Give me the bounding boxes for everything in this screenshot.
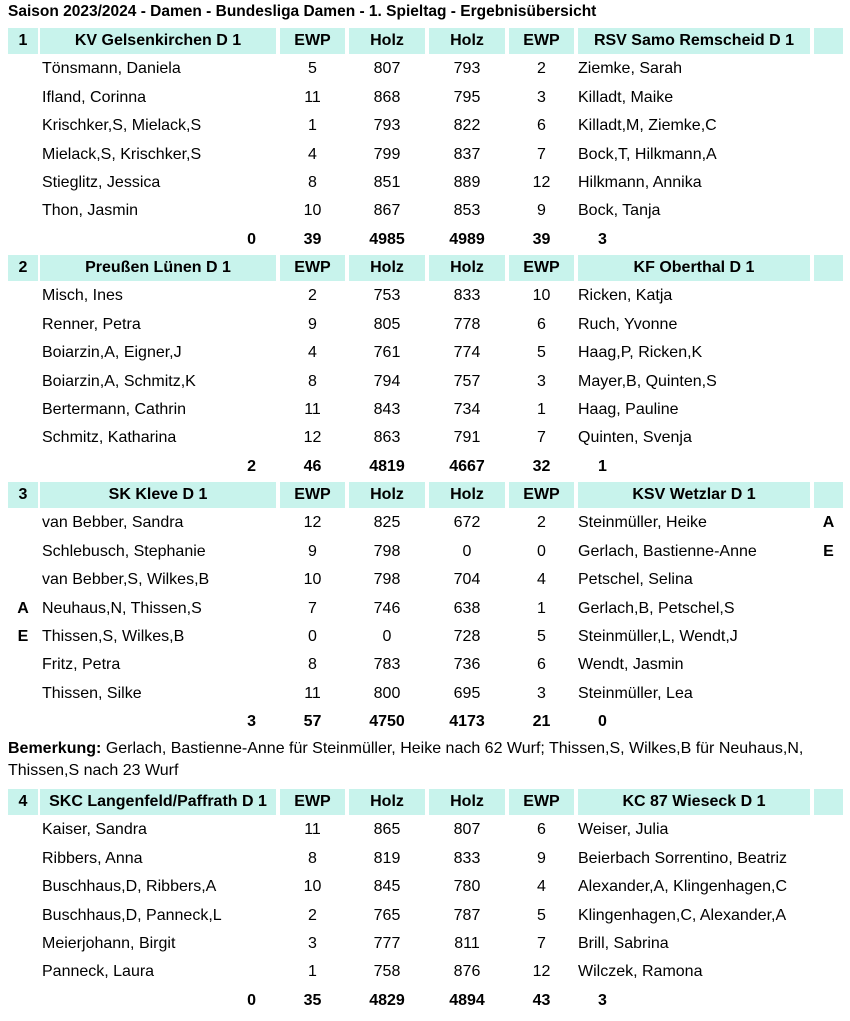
table-row — [0, 958, 850, 986]
away-player: Bock,T, Hilkmann,A — [578, 145, 717, 163]
substitution-mark-right — [814, 56, 843, 82]
total-ewp-away: 39 — [532, 230, 551, 248]
away-player: Klingenhagen,C, Alexander,A — [578, 906, 787, 924]
away-player: Bock, Tanja — [578, 202, 661, 220]
total-ewp-away: 21 — [532, 713, 551, 731]
total-holz-home: 4829 — [369, 991, 405, 1009]
ewp-away: 2 — [537, 60, 546, 78]
home-player: Tönsmann, Daniela — [42, 60, 181, 78]
holz-away: 791 — [453, 429, 481, 447]
match-points-away: 0 — [598, 713, 607, 731]
home-player: Boiarzin,A, Eigner,J — [42, 344, 182, 362]
substitution-mark-left — [8, 198, 38, 224]
holz-home: 761 — [373, 344, 401, 362]
total-holz-away: 4989 — [449, 230, 485, 248]
holz-home: 843 — [373, 400, 401, 418]
table-row — [0, 169, 850, 197]
holz-away-header: Holz — [429, 255, 505, 281]
ewp-away: 10 — [532, 287, 551, 305]
match-header — [0, 481, 850, 509]
substitution-mark-right — [814, 817, 843, 843]
home-team-name: KV Gelsenkirchen D 1 — [40, 28, 276, 54]
holz-home: 783 — [373, 656, 401, 674]
home-player: Thon, Jasmin — [42, 202, 139, 220]
match-points-away: 3 — [598, 991, 607, 1009]
away-player: Quinten, Svenja — [578, 429, 692, 447]
substitution-mark-right — [814, 567, 843, 593]
home-player: van Bebber,S, Wilkes,B — [42, 571, 210, 589]
table-row — [0, 197, 850, 225]
match-header — [0, 27, 850, 55]
match-number: 4 — [8, 789, 38, 815]
ewp-home: 3 — [308, 934, 317, 952]
holz-away: 672 — [453, 514, 481, 532]
substitution-mark-right — [814, 959, 843, 985]
home-player: Ifland, Corinna — [42, 88, 147, 106]
total-row — [0, 987, 850, 1015]
ewp-home: 11 — [304, 821, 321, 839]
away-player: Ricken, Katja — [578, 287, 673, 305]
ewp-away: 9 — [537, 849, 546, 867]
holz-away: 876 — [453, 963, 481, 981]
substitution-mark-left — [8, 817, 38, 843]
ewp-home: 8 — [308, 656, 317, 674]
ewp-away: 6 — [537, 656, 546, 674]
away-player: Killadt, Maike — [578, 88, 674, 106]
substitution-mark-left — [8, 312, 38, 338]
table-row — [0, 84, 850, 112]
away-player: Haag, Pauline — [578, 400, 679, 418]
home-player: Schlebusch, Stephanie — [42, 542, 206, 560]
substitution-mark-left — [8, 369, 38, 395]
ewp-away: 7 — [537, 145, 546, 163]
ewp-away: 3 — [537, 88, 546, 106]
holz-away: 638 — [453, 599, 481, 617]
ewp-away: 7 — [537, 429, 546, 447]
holz-home: 805 — [373, 315, 401, 333]
holz-away: 695 — [453, 684, 481, 702]
away-team-name: KSV Wetzlar D 1 — [578, 482, 810, 508]
table-row — [0, 566, 850, 594]
substitution-mark-right: A — [822, 514, 835, 532]
ewp-home: 11 — [304, 88, 321, 106]
holz-away: 837 — [453, 145, 481, 163]
home-player: Kaiser, Sandra — [42, 821, 147, 839]
total-holz-home: 4985 — [369, 230, 405, 248]
substitution-mark-right — [814, 681, 843, 707]
ewp-home: 2 — [308, 287, 317, 305]
total-ewp-home: 39 — [303, 230, 322, 248]
substitution-mark-left — [8, 113, 38, 139]
holz-home: 807 — [373, 60, 401, 78]
substitution-mark-left — [8, 931, 38, 957]
home-player: Panneck, Laura — [42, 963, 155, 981]
away-player: Beierbach Sorrentino, Beatriz — [578, 849, 787, 867]
holz-away: 811 — [454, 934, 480, 952]
substitution-mark-left — [8, 170, 38, 196]
header-end-cell — [814, 28, 843, 54]
substitution-mark-right — [814, 397, 843, 423]
substitution-mark-left — [8, 681, 38, 707]
ewp-home: 0 — [308, 627, 317, 645]
total-holz-away: 4173 — [449, 713, 485, 731]
table-row — [0, 141, 850, 169]
substitution-mark-left — [8, 959, 38, 985]
ewp-away-header: EWP — [509, 789, 574, 815]
ewp-away: 5 — [537, 344, 546, 362]
total-holz-away: 4894 — [449, 991, 485, 1009]
ewp-away: 6 — [537, 117, 546, 135]
substitution-mark-right — [814, 903, 843, 929]
substitution-mark-left — [8, 874, 38, 900]
holz-away: 757 — [453, 372, 481, 390]
holz-away: 822 — [453, 117, 481, 135]
substitution-mark-right — [814, 312, 843, 338]
holz-home: 798 — [373, 571, 401, 589]
ewp-away: 4 — [537, 571, 546, 589]
substitution-mark-right — [814, 425, 843, 451]
home-team-name: SK Kleve D 1 — [40, 482, 276, 508]
total-ewp-home: 57 — [303, 713, 322, 731]
home-player: Fritz, Petra — [42, 656, 121, 674]
ewp-home: 7 — [308, 599, 317, 617]
table-row — [0, 595, 850, 623]
holz-home: 863 — [373, 429, 401, 447]
table-row — [0, 509, 850, 537]
home-player: Thissen,S, Wilkes,B — [42, 627, 185, 645]
ewp-away: 1 — [537, 599, 546, 617]
substitution-mark-right — [814, 369, 843, 395]
match-points-away: 1 — [598, 457, 607, 475]
holz-home-header: Holz — [349, 789, 425, 815]
substitution-mark-right — [814, 170, 843, 196]
ewp-away: 7 — [537, 934, 546, 952]
home-team-name: Preußen Lünen D 1 — [40, 255, 276, 281]
ewp-home: 10 — [303, 878, 322, 896]
ewp-home: 8 — [308, 849, 317, 867]
page-title: Saison 2023/2024 - Damen - Bundesliga Damen - 1. Spieltag - Ergebnisübersicht — [8, 3, 597, 20]
home-player: Bertermann, Cathrin — [42, 400, 187, 418]
table-row — [0, 339, 850, 367]
ewp-home: 2 — [308, 906, 317, 924]
ewp-away: 3 — [537, 684, 546, 702]
holz-away: 853 — [453, 202, 481, 220]
substitution-mark-left — [8, 85, 38, 111]
holz-home-header: Holz — [349, 28, 425, 54]
substitution-mark-right — [814, 113, 843, 139]
table-row — [0, 424, 850, 452]
match-points-home: 3 — [247, 713, 256, 731]
match-block — [0, 481, 850, 737]
home-player: Renner, Petra — [42, 315, 141, 333]
ewp-home: 12 — [303, 429, 322, 447]
home-player: Thissen, Silke — [42, 684, 142, 702]
table-row — [0, 816, 850, 844]
ewp-home: 9 — [308, 315, 317, 333]
holz-away: 889 — [453, 173, 481, 191]
substitution-mark-right — [814, 340, 843, 366]
substitution-mark-right — [814, 931, 843, 957]
ewp-away: 6 — [537, 315, 546, 333]
away-player: Killadt,M, Ziemke,C — [578, 117, 717, 135]
ewp-home: 4 — [308, 344, 317, 362]
substitution-mark-left — [8, 397, 38, 423]
holz-away: 774 — [453, 344, 481, 362]
substitution-mark-left — [8, 539, 38, 565]
away-player: Ruch, Yvonne — [578, 315, 678, 333]
total-holz-away: 4667 — [449, 457, 485, 475]
match-number: 3 — [8, 482, 38, 508]
home-player: Misch, Ines — [42, 287, 123, 305]
ewp-away: 6 — [537, 821, 546, 839]
holz-home: 798 — [373, 542, 401, 560]
holz-home: 868 — [373, 88, 401, 106]
match-number: 2 — [8, 255, 38, 281]
holz-away: 793 — [453, 60, 481, 78]
substitution-mark-left: A — [17, 599, 29, 617]
ewp-home-header: EWP — [280, 482, 345, 508]
ewp-home: 4 — [308, 145, 317, 163]
holz-home-header: Holz — [349, 255, 425, 281]
table-row — [0, 845, 850, 873]
match-block — [0, 254, 850, 481]
table-row — [0, 368, 850, 396]
holz-home: 845 — [373, 878, 401, 896]
match-number: 1 — [8, 28, 38, 54]
ewp-home: 1 — [308, 963, 317, 981]
table-row — [0, 651, 850, 679]
ewp-home-header: EWP — [280, 789, 345, 815]
remark — [8, 738, 838, 782]
ewp-away-header: EWP — [509, 482, 574, 508]
table-row — [0, 55, 850, 83]
substitution-mark-left — [8, 56, 38, 82]
substitution-mark-right — [814, 142, 843, 168]
away-player: Steinmüller, Heike — [578, 514, 707, 532]
table-row — [0, 930, 850, 958]
home-player: Stieglitz, Jessica — [42, 173, 161, 191]
header-end-cell — [814, 482, 843, 508]
away-player: Wendt, Jasmin — [578, 656, 684, 674]
remark-text: Gerlach, Bastienne-Anne für Steinmüller, Heike nach 62 Wurf; Thissen,S, Wilkes,B für Neuhaus,N, Thissen,S nach 23 Wurf — [8, 740, 804, 779]
away-player: Gerlach, Bastienne-Anne — [578, 542, 757, 560]
match-header — [0, 788, 850, 816]
away-player: Hilkmann, Annika — [578, 173, 702, 191]
header-end-cell — [814, 789, 843, 815]
holz-home: 758 — [373, 963, 401, 981]
holz-home: 800 — [373, 684, 401, 702]
away-player: Ziemke, Sarah — [578, 60, 683, 78]
holz-away-header: Holz — [429, 28, 505, 54]
away-team-name: RSV Samo Remscheid D 1 — [578, 28, 810, 54]
home-player: Mielack,S, Krischker,S — [42, 145, 202, 163]
match-points-home: 2 — [247, 457, 256, 475]
total-holz-home: 4750 — [369, 713, 405, 731]
holz-away: 704 — [453, 571, 481, 589]
match-points-home: 0 — [247, 230, 256, 248]
holz-home: 867 — [373, 202, 401, 220]
holz-home: 777 — [373, 934, 401, 952]
remark-label: Bemerkung: — [8, 740, 102, 757]
holz-home: 0 — [382, 627, 392, 645]
away-player: Mayer,B, Quinten,S — [578, 372, 717, 390]
table-row — [0, 282, 850, 310]
holz-away: 728 — [453, 627, 481, 645]
away-player: Haag,P, Ricken,K — [578, 344, 703, 362]
home-player: Meierjohann, Birgit — [42, 934, 176, 952]
holz-home: 865 — [373, 821, 401, 839]
away-player: Steinmüller, Lea — [578, 684, 693, 702]
home-player: Neuhaus,N, Thissen,S — [42, 599, 202, 617]
table-row — [0, 902, 850, 930]
substitution-mark-right: E — [823, 542, 834, 560]
ewp-away: 1 — [537, 400, 546, 418]
substitution-mark-left — [8, 425, 38, 451]
substitution-mark-right — [814, 624, 843, 650]
substitution-mark-left — [8, 510, 38, 536]
ewp-home: 10 — [303, 571, 322, 589]
substitution-mark-left — [8, 567, 38, 593]
ewp-away: 5 — [537, 627, 546, 645]
holz-home-header: Holz — [349, 482, 425, 508]
substitution-mark-left — [8, 283, 38, 309]
holz-away: 807 — [453, 821, 481, 839]
away-player: Petschel, Selina — [578, 571, 693, 589]
away-player: Gerlach,B, Petschel,S — [578, 599, 735, 617]
substitution-mark-right — [814, 283, 843, 309]
holz-away: 787 — [453, 906, 481, 924]
match-block — [0, 788, 850, 1015]
ewp-away: 3 — [537, 372, 546, 390]
home-player: Buschhaus,D, Ribbers,A — [42, 878, 217, 896]
substitution-mark-right — [814, 596, 843, 622]
substitution-mark-left — [8, 903, 38, 929]
ewp-away: 12 — [532, 173, 551, 191]
ewp-home: 11 — [304, 684, 321, 702]
ewp-away: 4 — [537, 878, 546, 896]
away-player: Brill, Sabrina — [578, 934, 669, 952]
match-points-away: 3 — [598, 230, 607, 248]
total-row — [0, 226, 850, 254]
substitution-mark-right — [814, 652, 843, 678]
substitution-mark-left — [8, 652, 38, 678]
substitution-mark-left: E — [17, 627, 29, 645]
total-holz-home: 4819 — [369, 457, 405, 475]
ewp-away: 12 — [532, 963, 551, 981]
ewp-home: 10 — [303, 202, 322, 220]
home-player: Ribbers, Anna — [42, 849, 143, 867]
ewp-home: 12 — [303, 514, 322, 532]
holz-away: 778 — [453, 315, 481, 333]
total-ewp-home: 46 — [303, 457, 322, 475]
holz-away: 780 — [453, 878, 481, 896]
holz-home: 793 — [373, 117, 401, 135]
table-row — [0, 680, 850, 708]
holz-away: 0 — [462, 542, 472, 560]
home-player: Schmitz, Katharina — [42, 429, 177, 447]
ewp-home: 11 — [304, 400, 321, 418]
home-player: Krischker,S, Mielack,S — [42, 117, 202, 135]
ewp-away-header: EWP — [509, 255, 574, 281]
substitution-mark-right — [814, 874, 843, 900]
holz-away: 736 — [453, 656, 481, 674]
substitution-mark-left — [8, 846, 38, 872]
match-header — [0, 254, 850, 282]
holz-home: 794 — [373, 372, 401, 390]
holz-away-header: Holz — [429, 789, 505, 815]
ewp-away: 9 — [537, 202, 546, 220]
table-row — [0, 396, 850, 424]
home-player: van Bebber, Sandra — [42, 514, 184, 532]
table-row — [0, 311, 850, 339]
holz-home: 746 — [373, 599, 401, 617]
home-player: Buschhaus,D, Panneck,L — [42, 906, 222, 924]
ewp-home: 9 — [308, 542, 317, 560]
home-player: Boiarzin,A, Schmitz,K — [42, 372, 196, 390]
away-player: Weiser, Julia — [578, 821, 669, 839]
table-row — [0, 873, 850, 901]
total-ewp-home: 35 — [303, 991, 322, 1009]
away-team-name: KC 87 Wieseck D 1 — [578, 789, 810, 815]
substitution-mark-right — [814, 846, 843, 872]
total-row — [0, 453, 850, 481]
table-row — [0, 538, 850, 566]
ewp-away: 5 — [537, 906, 546, 924]
substitution-mark-left — [8, 340, 38, 366]
away-player: Steinmüller,L, Wendt,J — [578, 627, 738, 645]
table-row — [0, 112, 850, 140]
holz-home: 799 — [373, 145, 401, 163]
ewp-away: 2 — [537, 514, 546, 532]
holz-away: 833 — [453, 287, 481, 305]
ewp-home: 8 — [308, 372, 317, 390]
ewp-home: 5 — [308, 60, 317, 78]
ewp-home-header: EWP — [280, 255, 345, 281]
away-player: Wilczek, Ramona — [578, 963, 703, 981]
total-row — [0, 708, 850, 736]
ewp-away: 0 — [537, 542, 546, 560]
holz-away: 734 — [453, 400, 481, 418]
holz-home: 753 — [373, 287, 401, 305]
table-row — [0, 623, 850, 651]
holz-home: 825 — [373, 514, 401, 532]
ewp-away-header: EWP — [509, 28, 574, 54]
match-points-home: 0 — [247, 991, 256, 1009]
total-ewp-away: 32 — [532, 457, 551, 475]
holz-away: 795 — [453, 88, 481, 106]
substitution-mark-right — [814, 85, 843, 111]
substitution-mark-left — [8, 142, 38, 168]
holz-away-header: Holz — [429, 482, 505, 508]
holz-home: 851 — [373, 173, 401, 191]
away-player: Alexander,A, Klingenhagen,C — [578, 878, 788, 896]
away-team-name: KF Oberthal D 1 — [578, 255, 810, 281]
match-block — [0, 27, 850, 254]
home-team-name: SKC Langenfeld/Paffrath D 1 — [40, 789, 276, 815]
holz-home: 819 — [373, 849, 401, 867]
ewp-home: 8 — [308, 173, 317, 191]
holz-away: 833 — [453, 849, 481, 867]
ewp-home: 1 — [308, 117, 317, 135]
substitution-mark-right — [814, 198, 843, 224]
holz-home: 765 — [373, 906, 401, 924]
header-end-cell — [814, 255, 843, 281]
total-ewp-away: 43 — [532, 991, 551, 1009]
ewp-home-header: EWP — [280, 28, 345, 54]
